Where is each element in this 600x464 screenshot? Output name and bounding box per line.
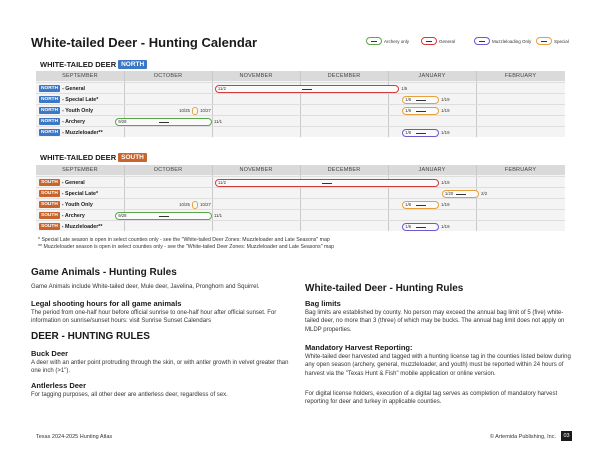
season-name: - General (62, 85, 86, 92)
end-date: 1/19 (441, 108, 450, 113)
calendar-row (36, 187, 565, 198)
game-animals-heading: Game Animals - Hunting Rules (31, 267, 177, 278)
legend-archery (366, 37, 409, 45)
deer-rules-heading: DEER - HUNTING RULES (31, 331, 150, 342)
season-bar-special (192, 107, 198, 115)
antlerless-heading: Antlerless Deer (31, 381, 87, 390)
zone-tag: SOUTH (41, 202, 58, 207)
month-label: NOVEMBER (239, 167, 273, 173)
arrow-icon (159, 216, 169, 217)
zone-tag: NORTH (41, 119, 59, 124)
arrow-icon (159, 122, 169, 123)
month-label: DECEMBER (327, 167, 361, 173)
season-name: - Muzzleloader** (62, 129, 103, 136)
row-label (39, 106, 93, 115)
zone-tag: NORTH (41, 97, 59, 102)
season-bar-archery (115, 118, 212, 126)
footnote-muzzle: ** Muzzleloader season is open in select counties only - see the "White-tailed Deer Zones: Muzzleloader and Late Seasons" map (38, 244, 335, 250)
season-bar-archery (115, 212, 212, 220)
season-name: - Special Late* (61, 190, 99, 197)
start-date: 11/2 (217, 180, 226, 185)
zone-tag: NORTH (41, 130, 59, 135)
arrow-icon (416, 227, 426, 228)
legend-label: Muzzleloading Only (492, 38, 532, 44)
row-label (39, 222, 102, 231)
special-swatch-icon (536, 37, 552, 45)
month-label: JANUARY (418, 73, 446, 79)
section-title: WHITE-TAILED DEER (40, 60, 117, 69)
end-date: 1/19 (441, 180, 450, 185)
bag-limits-heading: Bag limits (305, 299, 341, 308)
start-date: 1/6 (405, 130, 412, 135)
end-date: 1/19 (441, 97, 450, 102)
legend-label: Archery only (384, 38, 410, 44)
footer-copyright: © Artemida Publishing, Inc. (489, 434, 556, 440)
start-date: 10/25 (179, 108, 190, 113)
south-badge: SOUTH (118, 153, 147, 162)
arrow-icon (416, 111, 426, 112)
general-swatch-icon (421, 37, 437, 45)
north-section-heading (40, 60, 147, 69)
zone-tag: NORTH (41, 86, 59, 91)
south-calendar (36, 165, 565, 231)
end-date: 10/27 (200, 108, 211, 113)
calendar-row (36, 209, 565, 220)
legend-muzzle (474, 37, 531, 45)
row-label (39, 178, 85, 187)
start-date: 11/2 (217, 86, 226, 91)
arrow-icon (322, 183, 332, 184)
wtd-rules-heading: White-tailed Deer - Hunting Rules (305, 283, 464, 294)
row-label (39, 200, 93, 209)
month-label: OCTOBER (153, 167, 183, 173)
end-date: 1/5 (401, 86, 408, 91)
month-label: SEPTEMBER (62, 167, 98, 173)
calendar-row (36, 126, 565, 137)
zone-tag: SOUTH (41, 224, 58, 229)
end-date: 1/19 (441, 130, 450, 135)
digital-tag-text: For digital license holders, execution of a digital tag serves as completion of mandatory harvest reporting for deer and turkey in applicable counties. (305, 391, 558, 406)
zone-tag: SOUTH (41, 213, 58, 218)
calendar-row (36, 82, 565, 93)
row-label (39, 189, 98, 198)
end-date: 1/19 (441, 202, 450, 207)
month-label: NOVEMBER (239, 73, 273, 79)
arrow-icon (456, 194, 466, 195)
season-name: - Special Late* (62, 96, 99, 103)
row-label (39, 95, 98, 104)
season-name: - Muzzleloader** (61, 223, 103, 230)
month-label: DECEMBER (327, 73, 361, 79)
season-name: - Archery (61, 212, 85, 219)
month-label: OCTOBER (153, 73, 183, 79)
end-date: 10/27 (200, 202, 211, 207)
bag-limits-text: Bag limits are established by county. No person may exceed the annual bag limit of 5 (five) white-tailed deer, no more than 3 (three) of which may be bucks. The annual bag limit does not apply on MLDP properties. (305, 310, 565, 333)
south-section-heading (40, 153, 147, 162)
calendar-row (36, 220, 565, 231)
calendar-row (36, 115, 565, 126)
mhr-heading: Mandatory Harvest Reporting: (305, 343, 413, 352)
month-label: SEPTEMBER (62, 73, 98, 79)
end-date: 2/2 (481, 191, 488, 196)
start-date: 1/6 (405, 108, 412, 113)
start-date: 9/28 (118, 213, 127, 218)
legend-label: General (439, 38, 456, 44)
month-label: JANUARY (418, 167, 446, 173)
calendar-row (36, 104, 565, 115)
buck-deer-heading: Buck Deer (31, 349, 69, 358)
zone-tag: NORTH (41, 108, 59, 113)
north-badge: NORTH (118, 60, 147, 69)
season-name: - Youth Only (61, 201, 93, 208)
row-label (39, 128, 103, 137)
calendar-row (36, 93, 565, 104)
muzzle-swatch-icon (474, 37, 490, 45)
archery-swatch-icon (366, 37, 382, 45)
legend-special (536, 37, 569, 45)
legend (366, 37, 576, 47)
legal-hours-heading: Legal shooting hours for all game animals (31, 299, 182, 308)
season-name: - General (61, 179, 85, 186)
game-animals-intro: Game Animals include White-tailed deer, Mule deer, Javelina, Pronghorn and Squirrel. (31, 284, 260, 290)
footnote-special: * Special Late season is open in select counties only - see the "White-tailed Deer Zones: Muzzleloader and Late Seasons" map (38, 237, 330, 243)
calendar-row (36, 198, 565, 209)
zone-tag: SOUTH (41, 180, 58, 185)
zone-tag: SOUTH (41, 191, 58, 196)
end-date: 1/19 (441, 224, 450, 229)
start-date: 10/25 (179, 202, 190, 207)
page-number: 03 (561, 431, 572, 441)
season-name: - Archery (62, 118, 86, 125)
legal-hours-text: The period from one-half hour before official sunrise to one-half hour after official sunset. For information on sunrise/sunset hours: visit Sunrise Sunset Calendars (31, 310, 277, 325)
end-date: 11/1 (214, 119, 223, 124)
season-bar-special (192, 201, 198, 209)
legend-label: Special (554, 38, 569, 44)
row-label (39, 84, 85, 93)
start-date: 9/28 (118, 119, 127, 124)
start-date: 1/6 (405, 97, 412, 102)
section-title: WHITE-TAILED DEER (40, 153, 117, 162)
row-label (39, 117, 85, 126)
legend-general (421, 37, 455, 45)
arrow-icon (302, 89, 312, 90)
month-label: FEBRUARY (504, 167, 537, 173)
arrow-icon (416, 205, 426, 206)
buck-deer-text: A deer with an antler point protruding through the skin, or with antler growth in velvet greater than one inch (>1"). (31, 360, 289, 375)
season-name: - Youth Only (62, 107, 94, 114)
month-label: FEBRUARY (504, 73, 537, 79)
season-bar-general (215, 179, 439, 187)
start-date: 1/6 (405, 202, 412, 207)
antlerless-text: For tagging purposes, all other deer are antlerless deer, regardless of sex. (31, 392, 228, 398)
calendar-row (36, 176, 565, 187)
north-calendar (36, 71, 565, 137)
start-date: 1/6 (405, 224, 412, 229)
end-date: 11/1 (214, 213, 223, 218)
footer-publication: Texas 2024-2025 Hunting Atlas (36, 434, 113, 440)
season-bar-general (215, 85, 399, 93)
mhr-text: White-tailed deer harvested and tagged with a hunting license tag in the counties listed below during any open season (archery, general, muzzleloader, and youth) must be reported within 24 hours of harvest via the "Texas Hunt & Fish" mobile application or online version. (305, 354, 571, 377)
arrow-icon (416, 133, 426, 134)
start-date: 1/20 (444, 191, 454, 196)
row-label (39, 211, 85, 220)
arrow-icon (416, 100, 426, 101)
page-title: White-tailed Deer - Hunting Calendar (31, 35, 258, 50)
